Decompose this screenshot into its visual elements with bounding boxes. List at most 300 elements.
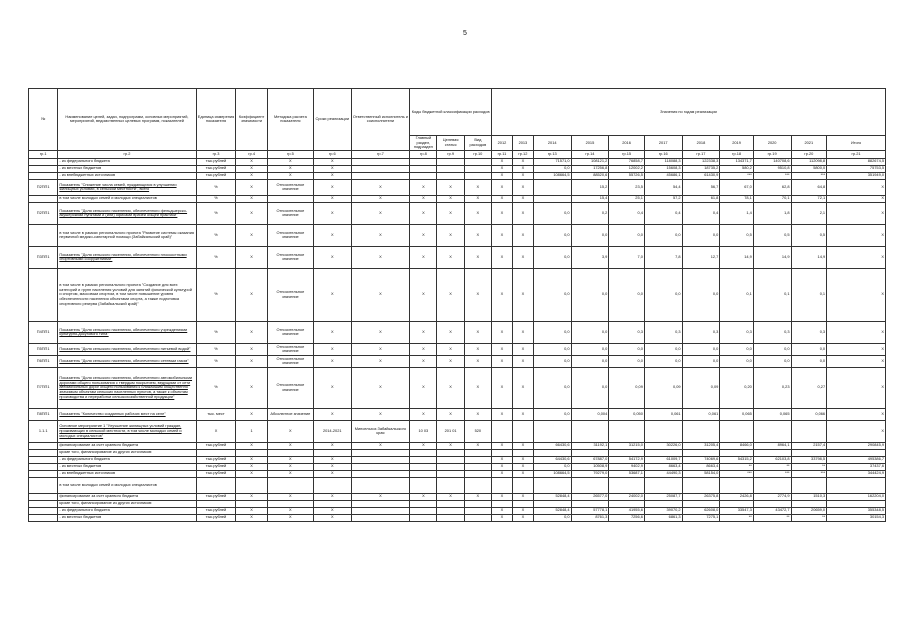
table-cell: 18735,2 <box>682 165 720 172</box>
table-cell: X <box>351 246 410 268</box>
table-cell: 0,0 <box>571 224 609 246</box>
table-cell: 0,5 <box>720 224 754 246</box>
table-cell: X <box>267 172 313 179</box>
table-cell: X <box>236 493 267 500</box>
table-cell: X <box>236 355 267 367</box>
column-number: гр.18 <box>720 150 754 158</box>
table-cell <box>410 456 437 463</box>
column-number: гр.17 <box>682 150 720 158</box>
table-cell <box>410 165 437 172</box>
table-cell: 118088,3 <box>644 158 682 165</box>
header-total: Итого <box>827 136 886 151</box>
table-cell: X <box>351 408 410 420</box>
table-cell: X <box>491 355 512 367</box>
table-cell: X <box>267 442 313 449</box>
table-cell: X <box>313 224 351 246</box>
table-row <box>29 158 886 165</box>
table-cell: 25,1 <box>609 195 645 202</box>
table-header <box>29 89 886 159</box>
table-row <box>29 321 886 343</box>
table-cell: 26577,0 <box>571 493 609 500</box>
table-cell: X <box>351 195 410 202</box>
table-cell: 0,061 <box>682 408 720 420</box>
table-cell <box>351 165 410 172</box>
table-row <box>29 367 886 408</box>
column-number: гр.7 <box>351 150 410 158</box>
table-cell: 79279,0 <box>571 470 609 477</box>
table-cell: X <box>512 470 533 477</box>
row-name: кроме того, финансирование из других источников: <box>58 500 196 507</box>
column-number: гр.4 <box>236 150 267 158</box>
table-cell: 7,8 <box>644 246 682 268</box>
table-cell: 1,4 <box>720 202 754 224</box>
table-cell: 0,0 <box>571 343 609 355</box>
table-cell: 0,3 <box>720 321 754 343</box>
table-cell: ** <box>791 514 827 521</box>
table-cell: X <box>827 343 886 355</box>
table-cell: 108664,5 <box>533 172 571 179</box>
row-name: кроме того, финансирование из других источников: <box>58 449 196 456</box>
table-row <box>29 507 886 514</box>
table-cell: 1510,3 <box>791 493 827 500</box>
table-cell <box>644 420 682 442</box>
table-cell: X <box>437 355 464 367</box>
table-cell: ** <box>720 514 754 521</box>
table-cell: ** <box>753 463 791 470</box>
table-cell: X <box>827 367 886 408</box>
table-cell: X <box>313 158 351 165</box>
table-cell: 0,4 <box>682 202 720 224</box>
table-cell: X <box>267 456 313 463</box>
table-cell: 72,1 <box>791 195 827 202</box>
table-cell: 0,0 <box>533 246 571 268</box>
header-term: Сроки реализации <box>313 89 351 151</box>
table-cell <box>351 470 410 477</box>
table-cell <box>533 477 571 493</box>
table-row <box>29 500 886 507</box>
table-cell: 57778,1 <box>571 507 609 514</box>
table-cell: X <box>491 493 512 500</box>
row-code <box>29 195 58 202</box>
table-cell: X <box>512 343 533 355</box>
table-cell <box>464 456 491 463</box>
header-target-item: Целевая статья <box>437 136 464 151</box>
table-cell: 53687,1 <box>609 470 645 477</box>
table-cell: X <box>512 172 533 179</box>
table-cell <box>437 500 464 507</box>
table-cell: X <box>827 179 886 195</box>
table-cell <box>609 477 645 493</box>
table-cell: X <box>512 514 533 521</box>
table-cell: 55726,5 <box>609 172 645 179</box>
header-year-2019: 2019 <box>720 136 754 151</box>
table-cell <box>753 420 791 442</box>
table-cell: X <box>313 268 351 321</box>
table-cell: 12002,2 <box>609 165 645 172</box>
table-cell <box>267 195 313 202</box>
table-cell: % <box>196 355 236 367</box>
table-cell: 24002,0 <box>609 493 645 500</box>
table-cell <box>437 158 464 165</box>
table-cell: X <box>464 202 491 224</box>
header-year-2017: 2017 <box>644 136 682 151</box>
table-row <box>29 456 886 463</box>
table-cell: X <box>437 268 464 321</box>
table-cell: X <box>491 179 512 195</box>
table-cell <box>644 449 682 456</box>
table-cell: X <box>236 246 267 268</box>
table-cell: % <box>196 179 236 195</box>
table-cell <box>351 507 410 514</box>
table-cell: X <box>464 321 491 343</box>
table-cell: 0,0 <box>533 224 571 246</box>
table-cell <box>351 172 410 179</box>
table-cell: X <box>351 442 410 449</box>
column-number: гр.14 <box>571 150 609 158</box>
table-cell: 0,20 <box>720 367 754 408</box>
table-cell: X <box>512 202 533 224</box>
table-cell: 882674,5 <box>827 158 886 165</box>
table-cell <box>682 449 720 456</box>
table-cell: Относительное значение <box>267 268 313 321</box>
table-row <box>29 224 886 246</box>
table-cell <box>437 470 464 477</box>
table-cell: X <box>437 321 464 343</box>
table-cell: X <box>410 268 437 321</box>
table-cell: X <box>491 172 512 179</box>
table-cell: Относительное значение <box>267 179 313 195</box>
table-cell: 78,1 <box>720 195 754 202</box>
table-cell: 57,2 <box>644 195 682 202</box>
table-cell: X <box>464 343 491 355</box>
table-cell: X <box>437 195 464 202</box>
header-year-2015: 2015 <box>571 136 609 151</box>
column-number: гр.6 <box>313 150 351 158</box>
table-cell: 0,0 <box>533 367 571 408</box>
table-cell: тыс.рублей <box>196 172 236 179</box>
table-cell: 75753,5 <box>827 165 886 172</box>
table-cell <box>410 477 437 493</box>
table-cell <box>827 477 886 493</box>
table-cell: X <box>313 463 351 470</box>
table-cell: X <box>512 321 533 343</box>
row-code <box>29 442 58 449</box>
table-cell: 8663,4 <box>682 463 720 470</box>
table-cell: *** <box>720 172 754 179</box>
table-cell: X <box>236 179 267 195</box>
table-cell: X <box>512 224 533 246</box>
table-cell: % <box>196 268 236 321</box>
table-cell: X <box>236 507 267 514</box>
column-number: гр.19 <box>753 150 791 158</box>
table-cell: 0,0 <box>682 268 720 321</box>
table-cell: X <box>236 195 267 202</box>
table-cell: 8466,0 <box>720 442 754 449</box>
table-cell: 31215,0 <box>609 442 645 449</box>
table-cell <box>753 449 791 456</box>
table-cell: X <box>236 165 267 172</box>
table-cell: 52848,4 <box>533 507 571 514</box>
table-cell: X <box>410 493 437 500</box>
table-cell: 0,0 <box>533 165 571 172</box>
table-cell: X <box>351 202 410 224</box>
row-name: в том числе молодых семей и молодых специалистов <box>58 195 196 202</box>
table-cell: 14,9 <box>791 246 827 268</box>
table-cell: X <box>313 179 351 195</box>
table-cell: X <box>512 268 533 321</box>
table-cell: 0,1 <box>720 268 754 321</box>
table-cell: 0,3 <box>791 321 827 343</box>
table-cell: 0,0 <box>609 343 645 355</box>
column-number: гр.15 <box>609 150 645 158</box>
column-number: гр.12 <box>512 150 533 158</box>
table-cell <box>236 449 267 456</box>
table-cell <box>313 500 351 507</box>
table-cell: X <box>313 195 351 202</box>
row-name: Показатель "Количество созданных рабочих мест на селе" <box>58 408 196 420</box>
table-cell: X <box>236 456 267 463</box>
table-cell: 162204,0 <box>827 493 886 500</box>
table-cell: 0,0 <box>533 268 571 321</box>
table-cell <box>437 456 464 463</box>
table-cell: 31192,1 <box>571 442 609 449</box>
table-cell: X <box>236 408 267 420</box>
table-row <box>29 470 886 477</box>
table-cell <box>682 477 720 493</box>
header-unit: Единица измерения показателя <box>196 89 236 151</box>
table-row <box>29 246 886 268</box>
table-cell <box>512 420 533 442</box>
table-cell: X <box>410 343 437 355</box>
table-cell <box>313 477 351 493</box>
table-cell: X <box>512 456 533 463</box>
table-cell: 71571,0 <box>533 158 571 165</box>
table-cell <box>464 449 491 456</box>
table-cell: 0,0 <box>644 268 682 321</box>
table-cell: 39070,2 <box>644 507 682 514</box>
table-cell: 495386,7 <box>827 456 886 463</box>
table-cell <box>464 500 491 507</box>
table-cell: % <box>196 367 236 408</box>
column-number: гр.11 <box>491 150 512 158</box>
table-cell: X <box>437 224 464 246</box>
table-cell: 9510,8 <box>753 165 791 172</box>
row-code: П2ПП1 <box>29 202 58 224</box>
table-cell: 45686,1 <box>644 172 682 179</box>
header-coef: Коэффициент значимости <box>236 89 267 151</box>
table-row <box>29 172 886 179</box>
table-cell: X <box>313 355 351 367</box>
table-cell <box>351 500 410 507</box>
table-cell: X <box>437 202 464 224</box>
table-cell: X <box>491 463 512 470</box>
table-cell: 0,0 <box>682 224 720 246</box>
table-cell: 67,0 <box>720 179 754 195</box>
table-cell: 15,2 <box>571 179 609 195</box>
table-cell <box>196 449 236 456</box>
table-cell: % <box>196 321 236 343</box>
table-cell: X <box>512 246 533 268</box>
table-row <box>29 493 886 500</box>
table-cell: X <box>236 442 267 449</box>
table-cell <box>437 172 464 179</box>
table-cell: X <box>410 321 437 343</box>
table-cell: X <box>827 246 886 268</box>
table-body <box>29 158 886 521</box>
table-cell: X <box>267 420 313 442</box>
row-code <box>29 470 58 477</box>
table-cell: % <box>196 246 236 268</box>
table-row <box>29 408 886 420</box>
table-cell: 0,0 <box>571 321 609 343</box>
row-code: П3ПП1 <box>29 246 58 268</box>
row-code <box>29 165 58 172</box>
table-cell <box>437 449 464 456</box>
table-cell: 0,061 <box>644 408 682 420</box>
table-cell: тыс.рублей <box>196 470 236 477</box>
table-cell <box>512 449 533 456</box>
header-exp-type: Вид расходов <box>464 136 491 151</box>
row-name: в том числе в рамках регионального проекта "Развитие системы оказания первичной медико-санитарной помощи (Забайкальский край)" <box>58 224 196 246</box>
row-name: Показатель "Доля сельского населения, обеспеченного плоскостными спортивными сооружениями" <box>58 246 196 268</box>
table-cell <box>491 500 512 507</box>
table-cell: % <box>196 202 236 224</box>
row-code: П6ПП1 <box>29 355 58 367</box>
table-cell: X <box>827 202 886 224</box>
table-cell: X <box>267 507 313 514</box>
table-cell <box>753 500 791 507</box>
table-cell: X <box>491 408 512 420</box>
table-cell <box>827 500 886 507</box>
table-cell: 0,0 <box>753 355 791 367</box>
table-cell: X <box>491 165 512 172</box>
table-cell: X <box>464 442 491 449</box>
table-cell: X <box>236 463 267 470</box>
row-code: П8ПП1 <box>29 408 58 420</box>
table-cell: X <box>236 224 267 246</box>
table-cell: 0,0 <box>533 514 571 521</box>
column-number: гр.16 <box>644 150 682 158</box>
row-code <box>29 456 58 463</box>
table-cell: 8964,1 <box>753 442 791 449</box>
header-method: Методика расчета показателя <box>267 89 313 151</box>
table-cell <box>410 172 437 179</box>
table-cell: 0,3 <box>609 321 645 343</box>
program-table-wrapper <box>28 88 886 522</box>
table-cell: тыс.рублей <box>196 514 236 521</box>
table-cell: 0,0 <box>720 343 754 355</box>
table-cell: X <box>410 367 437 408</box>
table-cell: 8663,4 <box>644 463 682 470</box>
table-cell: X <box>410 246 437 268</box>
table-cell: 108664,5 <box>533 470 571 477</box>
header-no: № <box>29 89 58 151</box>
table-cell: X <box>464 179 491 195</box>
table-cell: 54315,2 <box>720 456 754 463</box>
table-cell: X <box>313 202 351 224</box>
table-cell: 0,4 <box>644 202 682 224</box>
row-name: Показатель "Снижение числа семей, нуждающихся в улучшении жилищных условий, в сельской местности", всего <box>58 179 196 195</box>
table-cell: X <box>313 514 351 521</box>
table-cell: тыс. мест <box>196 408 236 420</box>
table-cell <box>464 477 491 493</box>
table-cell <box>464 165 491 172</box>
table-cell <box>410 514 437 521</box>
table-cell: X <box>827 224 886 246</box>
table-cell: X <box>313 343 351 355</box>
table-cell <box>351 449 410 456</box>
table-cell: 0,3 <box>753 321 791 343</box>
table-cell: 0,5 <box>753 224 791 246</box>
column-number: гр.10 <box>464 150 491 158</box>
table-cell: 0,0 <box>533 343 571 355</box>
row-code <box>29 507 58 514</box>
table-row <box>29 195 886 202</box>
row-name: - из внебюджетных источников <box>58 172 196 179</box>
table-cell <box>720 420 754 442</box>
table-cell: 290845,9 <box>827 442 886 449</box>
table-cell: 33798,5 <box>791 456 827 463</box>
row-name: Показатель "Доля сельского населения, обеспеченного фельдшерско-акушерскими пунктами и (или) офисами врачей общей практики" <box>58 202 196 224</box>
table-cell: 12,7 <box>682 246 720 268</box>
table-cell: 54172,9 <box>609 456 645 463</box>
row-code <box>29 493 58 500</box>
table-cell <box>464 470 491 477</box>
table-cell: X <box>464 224 491 246</box>
table-cell: 0,050 <box>609 408 645 420</box>
table-cell: X <box>464 493 491 500</box>
table-cell <box>196 500 236 507</box>
table-cell: 0,0 <box>644 343 682 355</box>
table-cell: X <box>410 195 437 202</box>
table-cell: X <box>512 442 533 449</box>
table-cell: ** <box>753 514 791 521</box>
table-cell: тыс.рублей <box>196 463 236 470</box>
table-cell <box>410 507 437 514</box>
table-cell: 140708,6 <box>753 158 791 165</box>
table-cell: X <box>410 442 437 449</box>
table-cell: X <box>512 463 533 470</box>
table-cell: X <box>351 355 410 367</box>
table-cell: X <box>491 224 512 246</box>
header-year-2012: 2012 <box>491 136 512 151</box>
table-cell <box>644 477 682 493</box>
table-cell <box>351 514 410 521</box>
table-cell: X <box>491 343 512 355</box>
table-cell <box>491 449 512 456</box>
table-cell: X <box>313 367 351 408</box>
table-cell: 0,0 <box>533 202 571 224</box>
table-cell: X <box>351 224 410 246</box>
table-cell <box>437 477 464 493</box>
table-cell: X <box>491 456 512 463</box>
table-cell: 61,8 <box>682 195 720 202</box>
table-cell: X <box>464 355 491 367</box>
table-cell: 0,3 <box>644 321 682 343</box>
table-row <box>29 420 886 442</box>
table-cell: 0,004 <box>571 408 609 420</box>
column-number-row <box>29 150 886 158</box>
table-cell: X <box>827 321 886 343</box>
table-cell <box>791 449 827 456</box>
table-cell <box>464 463 491 470</box>
table-cell: 0,0 <box>609 355 645 367</box>
table-cell: X <box>512 367 533 408</box>
table-cell: X <box>512 408 533 420</box>
table-cell: X <box>464 246 491 268</box>
table-cell: X <box>410 408 437 420</box>
table-cell: X <box>313 507 351 514</box>
